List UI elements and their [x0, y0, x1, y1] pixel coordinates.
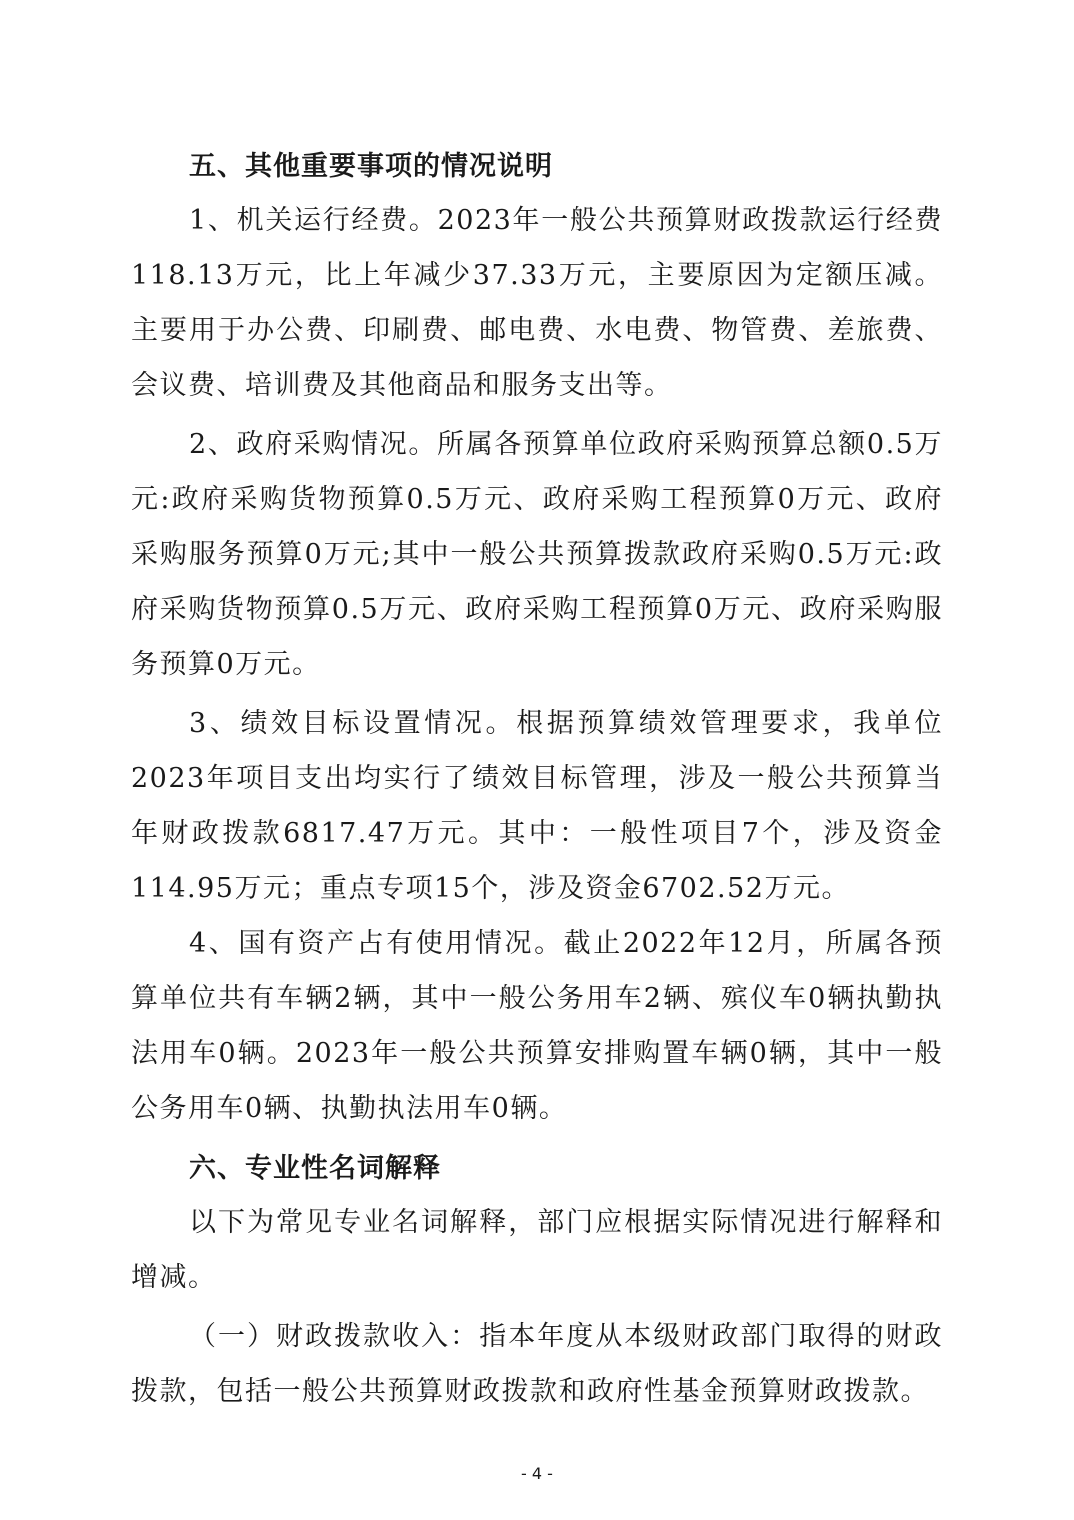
section-heading-6: 六、专业性名词解释: [189, 1153, 441, 1184]
page-content: [131, 140, 943, 1419]
paragraph-admin-expenses: 1、机关运行经费。2023年一般公共预算财政拨款运行经费118.13万元，比上年减少37.33万元，主要原因为定额压减。主要用于办公费、印刷费、邮电费、水电费、物管费、差旅费、会议费、培训费及其他商品和服务支出等。: [131, 205, 943, 401]
paragraph-term-fiscal-appropriation: （一）财政拨款收入：指本年度从本级财政部门取得的财政拨款，包括一般公共预算财政拨款和政府性基金预算财政拨款。: [131, 1321, 943, 1407]
paragraph-performance-targets: 3、绩效目标设置情况。根据预算绩效管理要求，我单位2023年项目支出均实行了绩效目标管理，涉及一般公共预算当年财政拨款6817.47万元。其中：一般性项目7个，涉及资金114.95万元；重点专项15个，涉及资金6702.52万元。: [131, 708, 943, 904]
paragraph-state-assets: 4、国有资产占有使用情况。截止2022年12月，所属各预算单位共有车辆2辆，其中一般公务用车2辆、殡仪车0辆执勤执法用车0辆。2023年一般公共预算安排购置车辆0辆，其中一般公务用车0辆、执勤执法用车0辆。: [131, 928, 943, 1124]
page-number: - 4 -: [521, 1464, 553, 1483]
paragraph-government-procurement: 2、政府采购情况。所属各预算单位政府采购预算总额0.5万元:政府采购货物预算0.5万元、政府采购工程预算0万元、政府采购服务预算0万元;其中一般公共预算拨款政府采购0.5万元:政府采购货物预算0.5万元、政府采购工程预算0万元、政府采购服务预算0万元。: [131, 429, 943, 680]
section-heading-5: 五、其他重要事项的情况说明: [189, 151, 553, 182]
paragraph-terms-intro: 以下为常见专业名词解释，部门应根据实际情况进行解释和增减。: [131, 1207, 943, 1293]
